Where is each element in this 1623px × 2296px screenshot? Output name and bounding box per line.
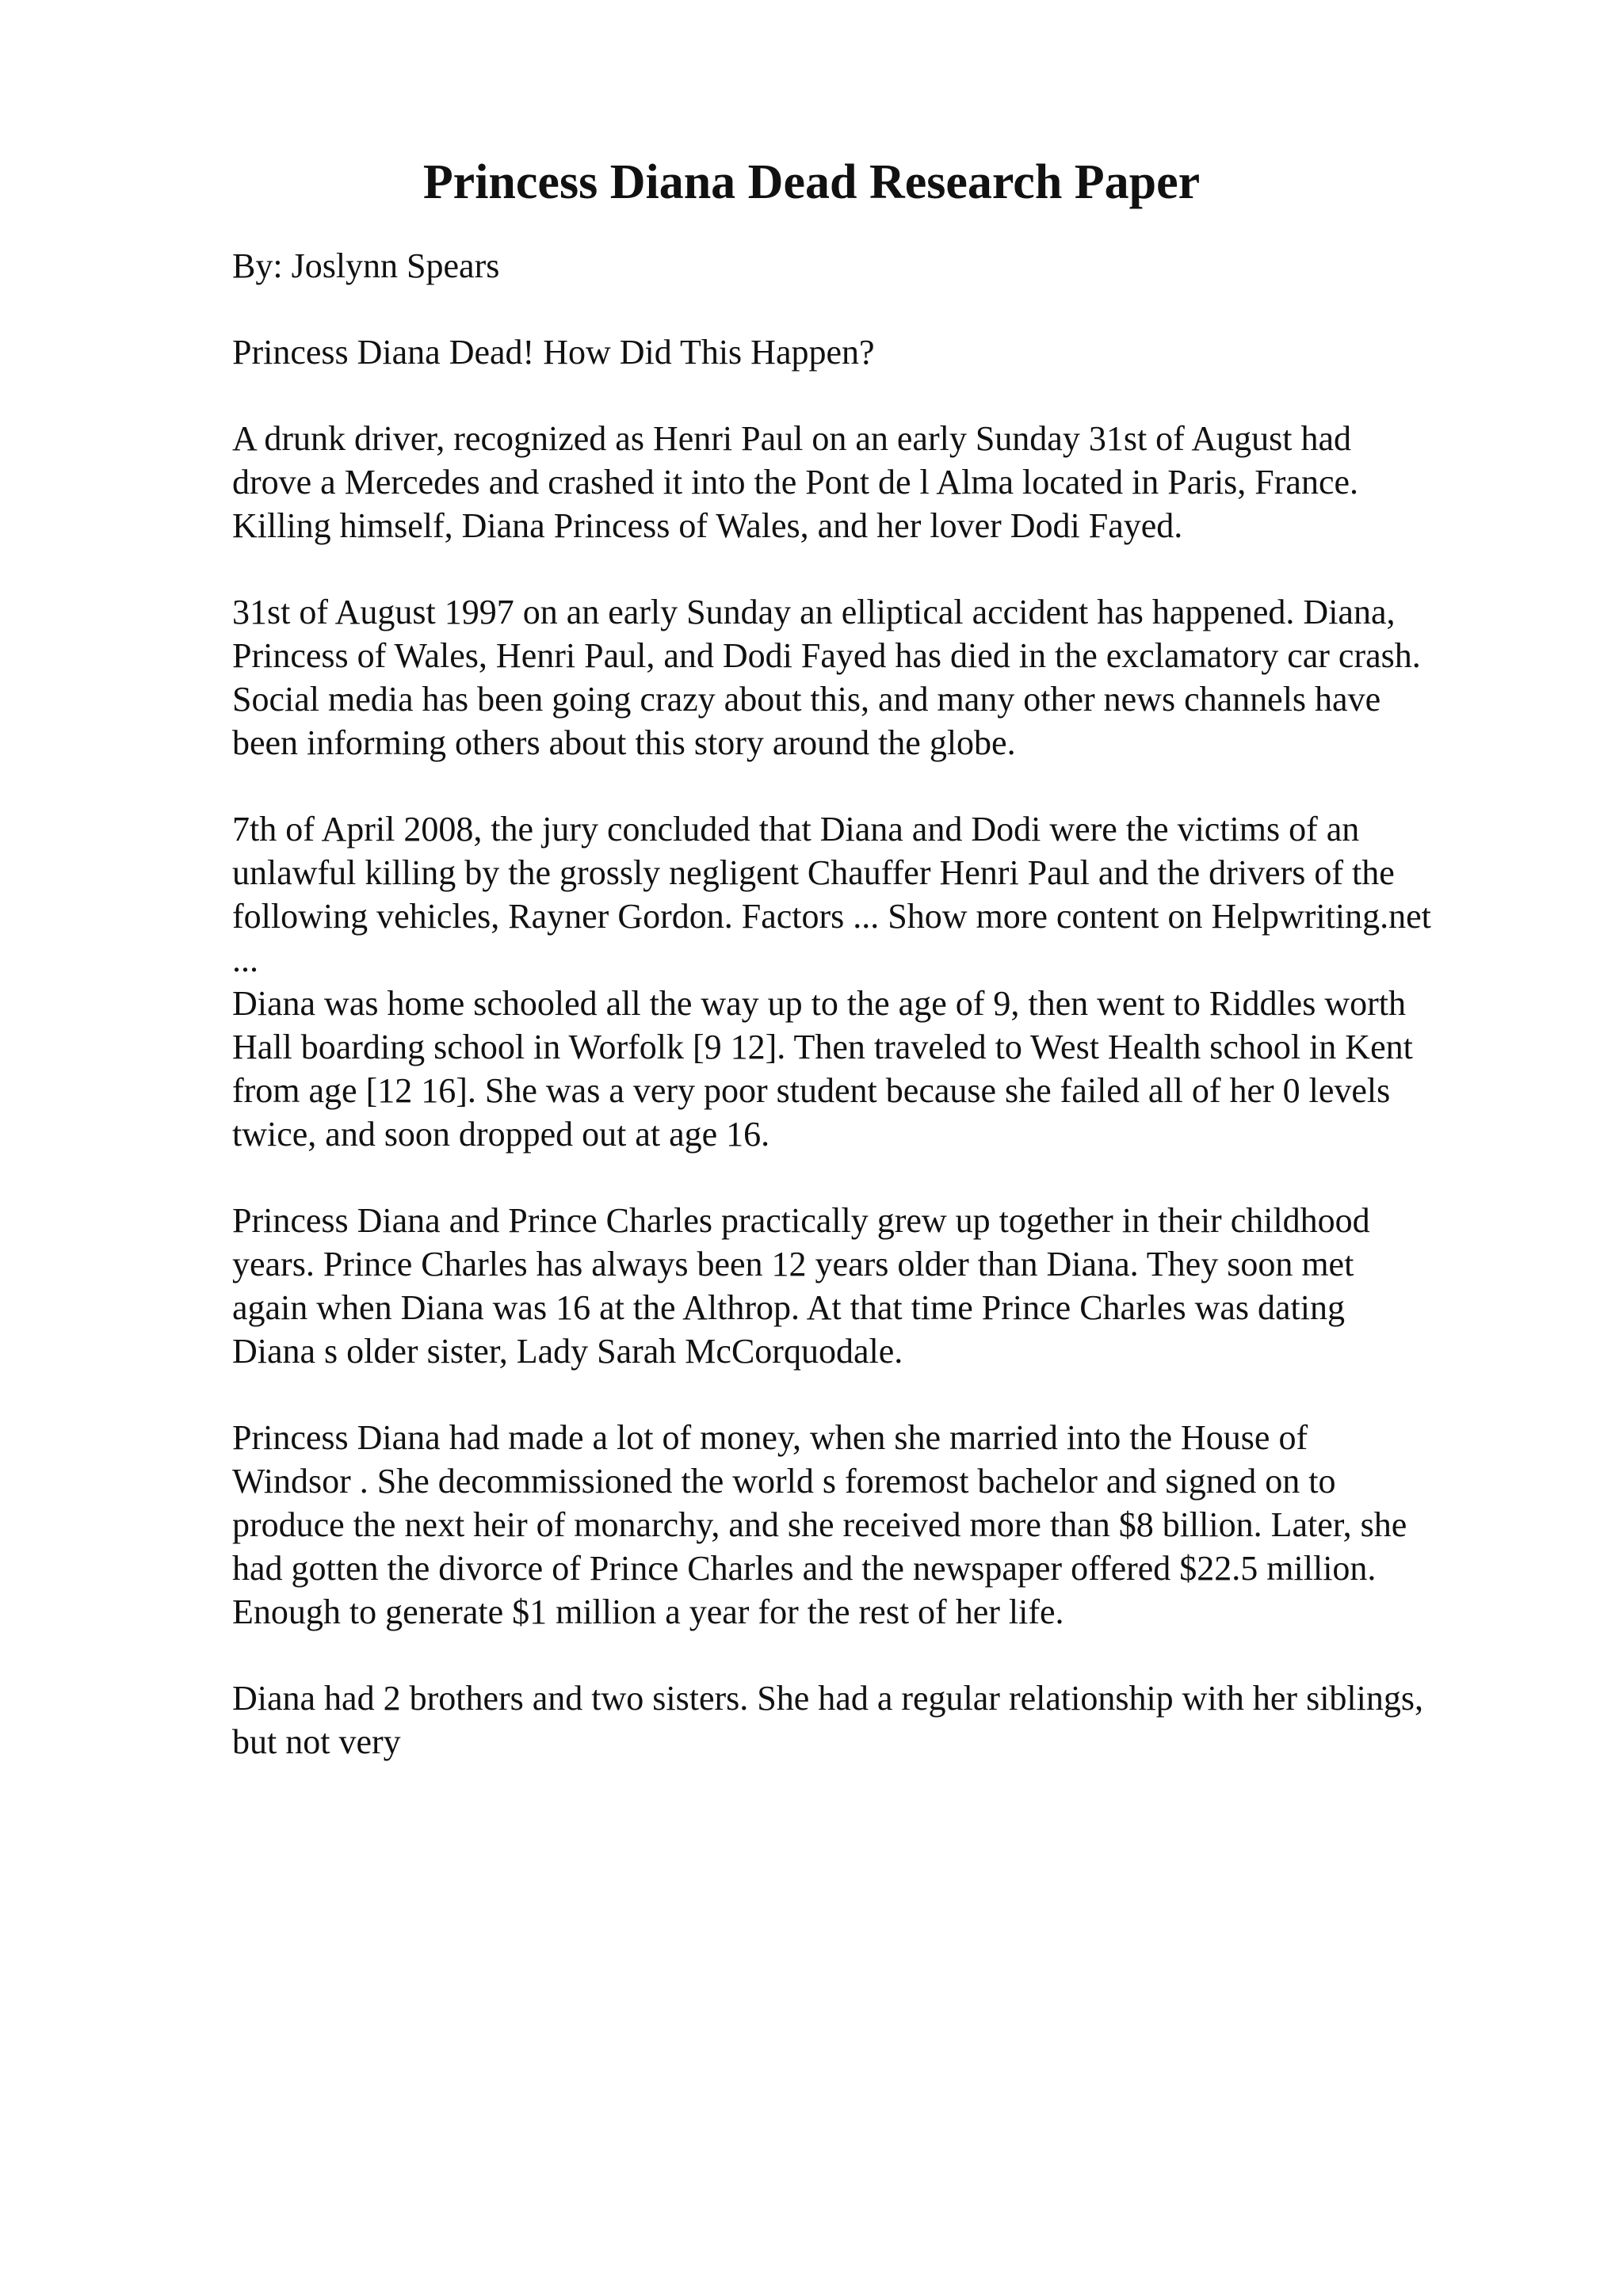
spacer: [232, 1373, 1532, 1416]
paragraph-line: Princess of Wales, Henri Paul, and Dodi Fayed has died in the exclamatory car crash.: [232, 636, 1421, 675]
paragraph-line: Diana s older sister, Lady Sarah McCorquodale.: [232, 1332, 903, 1371]
paragraph-line: Diana had 2 brothers and two sisters. She had a regular relationship with her siblings,: [232, 1679, 1424, 1718]
paragraph-line: twice, and soon dropped out at age 16.: [232, 1115, 770, 1154]
paragraph-line: 31st of August 1997 on an early Sunday an elliptical accident has happened. Diana,: [232, 593, 1396, 631]
paragraph-line: but not very: [232, 1722, 401, 1761]
paragraph-line: Enough to generate $1 million a year for the rest of her life.: [232, 1592, 1064, 1631]
spacer: [232, 1634, 1532, 1676]
paragraph-line: ...: [232, 940, 258, 979]
paragraph-line: been informing others about this story around the globe.: [232, 723, 1016, 762]
paragraph-line: following vehicles, Rayner Gordon. Factors ... Show more content on Helpwriting.net: [232, 897, 1431, 936]
spacer: [232, 374, 1532, 417]
paragraph-3: [232, 807, 1532, 1156]
paragraph-5: [232, 1416, 1532, 1634]
paragraph-line: 7th of April 2008, the jury concluded that Diana and Dodi were the victims of an: [232, 810, 1360, 849]
paragraph-1: [232, 417, 1532, 547]
paragraph-line: Princess Diana had made a lot of money, when she married into the House of: [232, 1418, 1308, 1457]
paragraph-line: drove a Mercedes and crashed it into the Pont de l Alma located in Paris, France.: [232, 463, 1359, 502]
paragraph-line: Princess Diana and Prince Charles practically grew up together in their childhood: [232, 1201, 1370, 1240]
byline: By: Joslynn Spears: [232, 246, 500, 285]
paragraph-line: Hall boarding school in Worfolk [9 12]. Then traveled to West Health school in Kent: [232, 1028, 1413, 1066]
paragraph-line: Social media has been going crazy about this, and many other news channels have: [232, 680, 1381, 719]
paragraph-6: [232, 1676, 1532, 1764]
page-title: Princess Diana Dead Research Paper: [422, 155, 1201, 209]
paragraph-line: years. Prince Charles has always been 12 years older than Diana. They soon met: [232, 1245, 1354, 1283]
paragraph-line: Windsor . She decommissioned the world s foremost bachelor and signed on to: [232, 1462, 1336, 1501]
spacer: [232, 288, 1532, 330]
paragraph-line: Killing himself, Diana Princess of Wales, and her lover Dodi Fayed.: [232, 506, 1183, 545]
spacer: [232, 765, 1532, 807]
paragraph-4: [232, 1199, 1532, 1373]
document-body: [232, 244, 1532, 1764]
spacer: [232, 547, 1532, 590]
spacer: [232, 1156, 1532, 1199]
paragraph-line: had gotten the divorce of Prince Charles and the newspaper offered $22.5 million.: [232, 1549, 1377, 1588]
paragraph-line: unlawful killing by the grossly negligent Chauffer Henri Paul and the drivers of the: [232, 853, 1395, 892]
subtitle: Princess Diana Dead! How Did This Happen?: [232, 333, 875, 372]
paragraph-line: from age [12 16]. She was a very poor student because she failed all of her 0 levels: [232, 1071, 1391, 1110]
paragraph-line: produce the next heir of monarchy, and she received more than $8 billion. Later, she: [232, 1505, 1407, 1544]
paragraph-line: A drunk driver, recognized as Henri Paul on an early Sunday 31st of August had: [232, 419, 1352, 458]
paragraph-line: Diana was home schooled all the way up to the age of 9, then went to Riddles worth: [232, 984, 1406, 1023]
paragraph-2: [232, 590, 1532, 765]
paragraph-line: again when Diana was 16 at the Althrop. At that time Prince Charles was dating: [232, 1288, 1346, 1327]
